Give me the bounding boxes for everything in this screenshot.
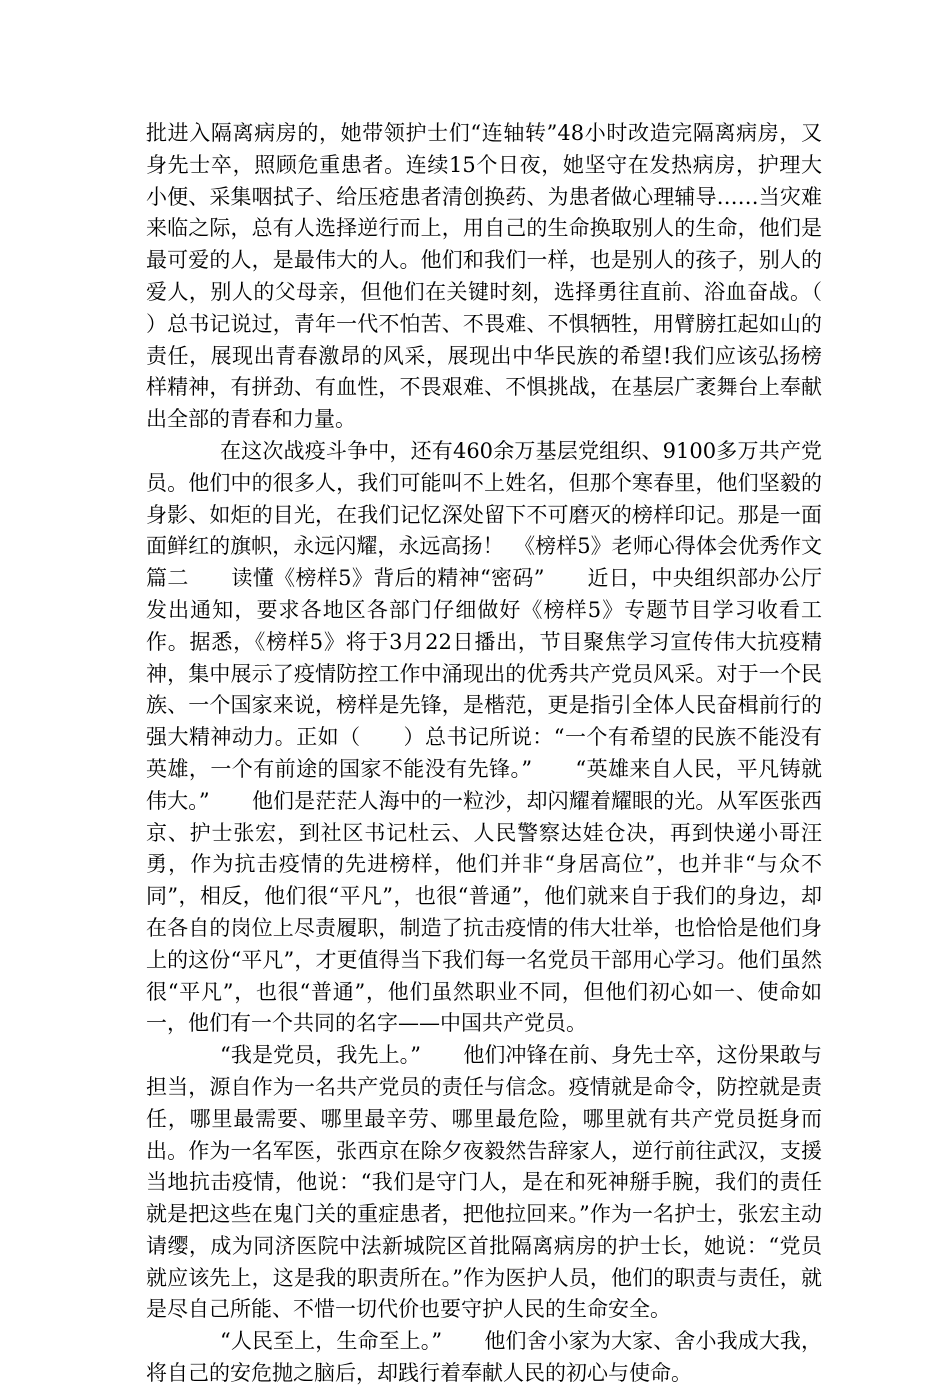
paragraph-4: “人民至上，生命至上。” 他们舍小家为大家、舍小我成大我，将自己的安危抛之脑后，却践行着奉献人民的初心与使命。 bbox=[146, 1329, 822, 1386]
paragraph-3: “我是党员，我先上。” 他们冲锋在前、身先士卒，这份果敢与担当，源自作为一名共产党员的责任与信念。疫情就是命令，防控就是责任，哪里最需要、哪里最辛劳、哪里最危险，哪里就有共产党员挺身而出。作为一名军医，张西京在除夕夜毅然告辞家人，逆行前往武汉，支援当地抗击疫情，他说：“我们是守门人，是在和死神掰手腕，我们的责任就是把这些在鬼门关的重症患者，把他拉回来。”作为一名护士，张宏主动请缨，成为同济医院中法新城院区首批隔离病房的护士长，她说：“党员就应该先上，这是我的职责所在。”作为医护人员，他们的职责与责任，就是尽自己所能、不惜一切代价也要守护人民的生命安全。 bbox=[146, 1043, 822, 1322]
paragraph-1: 批进入隔离病房的，她带领护士们“连轴转”48小时改造完隔离病房，又身先士卒，照顾危重患者。连续15个日夜，她坚守在发热病房，护理大小便、采集咽拭子、给压疮患者清创换药、为患者做心理辅导……当灾难来临之际，总有人选择逆行而上，用自己的生命换取别人的生命，他们是最可爱的人，是最伟大的人。他们和我们一样，也是别人的孩子，别人的爱人，别人的父母亲，但他们在关键时刻，选择勇往直前、浴血奋战。（ ）总书记说过，青年一代不怕苦、不畏难、不惧牺牲，用臂膀扛起如山的责任，展现出青春激昂的风采，展现出中华民族的希望!我们应该弘扬榜样精神，有拼劲、有血性，不畏艰难、不惧挑战，在基层广袤舞台上奉献出全部的青春和力量。 bbox=[146, 121, 864, 432]
document-page bbox=[146, 118, 864, 1390]
paragraph-2: 在这次战疫斗争中，还有460余万基层党组织、9100多万共产党员。他们中的很多人，我们可能叫不上姓名，但那个寒春里，他们坚毅的身影、如炬的目光，在我们记忆深处留下不可磨灭的榜样印记。那是一面面鲜红的旗帜，永远闪耀，永远高扬！ 《榜样5》老师心得体会优秀作文篇二 读懂《榜样5》背后的精神“密码” 近日，中央组织部办公厅发出通知，要求各地区各部门仔细做好《榜样5》专题节目学习收看工作。据悉，《榜样5》将于3月22日播出，节目聚焦学习宣传伟大抗疫精神，集中展示了疫情防控工作中涌现出的优秀共产党员风采。对于一个民族、一个国家来说，榜样是先锋，是楷范，更是指引全体人民奋楫前行的强大精神动力。正如（ ）总书记所说：“一个有希望的民族不能没有英雄，一个有前途的国家不能没有先锋。” “英雄来自人民，平凡铸就伟大。” 他们是茫茫人海中的一粒沙，却闪耀着耀眼的光。从军医张西京、护士张宏，到社区书记杜云、人民警察达娃仓决，再到快递小哥汪勇，作为抗击疫情的先进榜样，他们并非“身居高位”，也并非“与众不同”，相反，他们很“平凡”，也很“普通”，他们就来自于我们的身边，却在各自的岗位上尽责履职，制造了抗击疫情的伟大壮举，也恰恰是他们身上的这份“平凡”，才更值得当下我们每一名党员干部用心学习。他们虽然很“平凡”，也很“普通”，他们虽然职业不同，但他们初心如一、使命如一，他们有一个共同的名字——中国共产党员。 bbox=[146, 438, 822, 1036]
